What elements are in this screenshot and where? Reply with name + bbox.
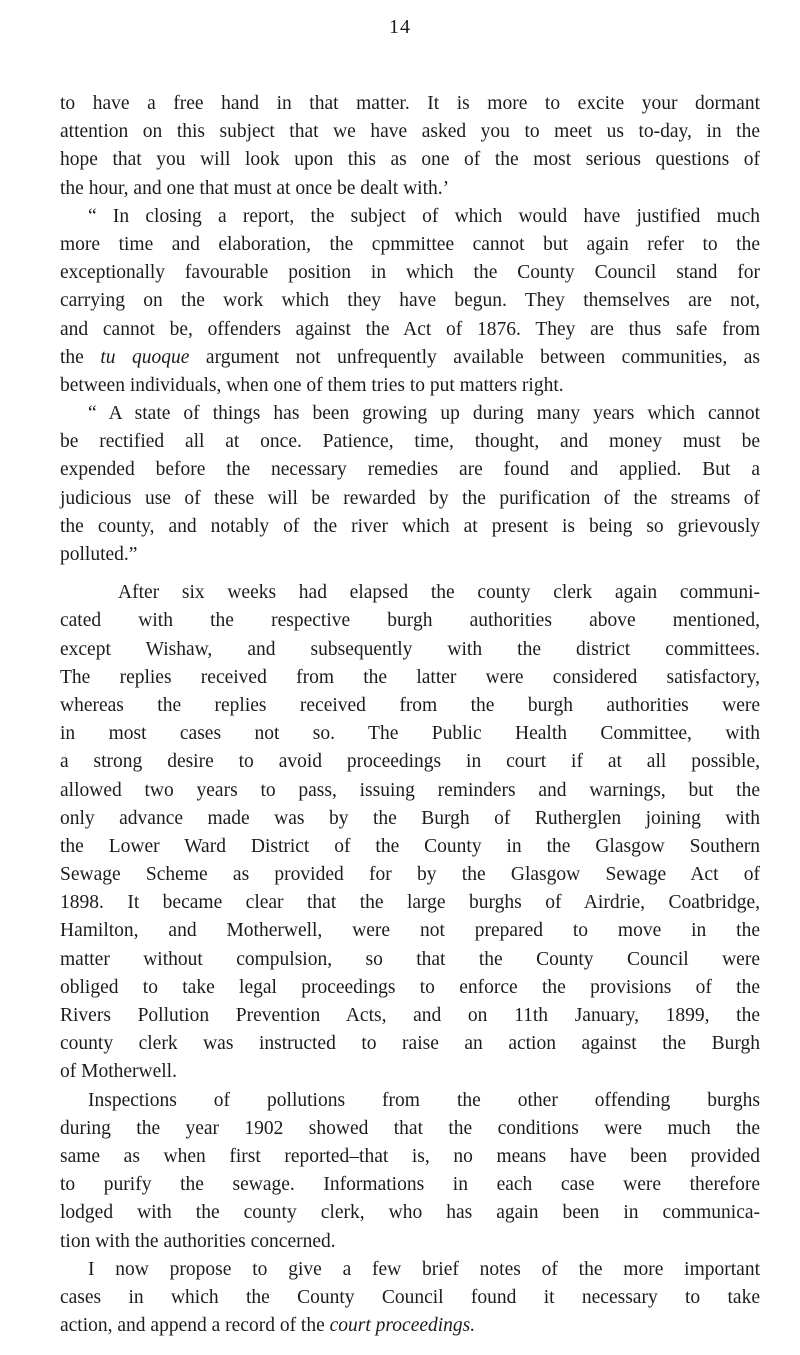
text-line: judicious use of these will be rewarded by the purification of the streams of [60,487,760,509]
text-line: 1898. It became clear that the large burghs of Airdrie, Coatbridge, [60,892,760,914]
text-line: between individuals, when one of them tries to put matters right. [60,374,564,396]
text-line: Rivers Pollution Prevention Acts, and on 11th January, 1899, the [60,1005,760,1026]
paragraph-5 [60,1087,760,1256]
text-line: carrying on the work which they have begun. They themselves are not, [60,290,760,312]
text-line: be rectified all at once. Patience, time, thought, and money must be [60,431,760,453]
text-line: attention on this subject that we have asked you to meet us to-day, in the [60,121,760,143]
text-line: the hour, and one that must at once be dealt with.’ [60,177,450,199]
text-line: After six weeks had elapsed the county clerk again communi- [118,582,760,604]
text-line: The replies received from the latter were considered satisfactory, [60,666,760,688]
text-line: except Wishaw, and subsequently with the district committees. [60,638,760,660]
text-line: in most cases not so. The Public Health Committee, with [60,723,760,745]
text-line: cated with the respective burgh authorities above mentioned, [60,610,760,632]
text-line: “ In closing a report, the subject of which would have justified much [88,205,760,227]
text-line: a strong desire to avoid proceedings in court if at all possible, [60,751,760,773]
text-line: and cannot be, offenders against the Act of 1876. They are thus safe from [60,318,760,340]
text-line: to have a free hand in that matter. It is more to excite your dormant [60,93,760,114]
text-line: of Motherwell. [60,1061,177,1083]
text-line: Sewage Scheme as provided for by the Glasgow Sewage Act of [60,864,760,886]
italic-phrase: tu quoque [100,346,190,368]
text-line: exceptionally favourable position in which the County Council stand for [60,262,760,284]
text-line-with-italic [60,1312,760,1340]
text-line: obliged to take legal proceedings to enforce the provisions of the [60,976,760,998]
text-line: county clerk was instructed to raise an action against the Burgh [60,1033,760,1055]
text-segment: argument not unfrequently available between communities, as [189,346,760,368]
text-line: expended before the necessary remedies are found and applied. But a [60,459,760,481]
text-line: whereas the replies received from the burgh authorities were [60,694,760,716]
text-line: matter without compulsion, so that the County Council were [60,948,760,970]
text-line: “ A state of things has been growing up during many years which cannot [88,403,760,425]
paragraph-4 [60,579,760,1086]
text-line-with-italic [60,344,760,372]
paragraph-6 [60,1256,760,1341]
text-line: Hamilton, and Motherwell, were not prepared to move in the [60,920,760,942]
paragraph-gap [60,569,760,579]
text-line: cases in which the County Council found it necessary to take [60,1286,760,1308]
text-line: same as when first reported–that is, no means have been provided [60,1145,760,1167]
text-line: hope that you will look upon this as one of the most serious questions of [60,149,760,171]
text-line: only advance made was by the Burgh of Rutherglen joining with [60,807,760,829]
page-number: 14 [389,16,411,38]
paragraph-3 [60,400,760,569]
text-line: tion with the authorities concerned. [60,1230,336,1252]
text-line: lodged with the county clerk, who has again been in communica- [60,1202,760,1224]
text-segment: the [60,346,101,368]
text-line: polluted.” [60,544,138,565]
text-line: I now propose to give a few brief notes of the more important [88,1258,760,1280]
body-text [60,90,760,1340]
text-line: the Lower Ward District of the County in the Glasgow Southern [60,835,760,857]
italic-phrase: court proceedings. [329,1315,476,1337]
text-line: Inspections of pollutions from the other offending burghs [88,1089,760,1111]
text-line: more time and elaboration, the cpmmittee cannot but again refer to the [60,233,760,255]
text-line: allowed two years to pass, issuing reminders and warnings, but the [60,779,760,801]
paragraph-2 [60,203,760,400]
text-line: the county, and notably of the river which at present is being so grievously [60,515,760,537]
text-segment: action, and append a record of the [60,1315,330,1337]
text-line: to purify the sewage. Informations in each case were therefore [60,1174,760,1196]
text-line: during the year 1902 showed that the conditions were much the [60,1117,760,1139]
paragraph-1 [60,90,760,203]
